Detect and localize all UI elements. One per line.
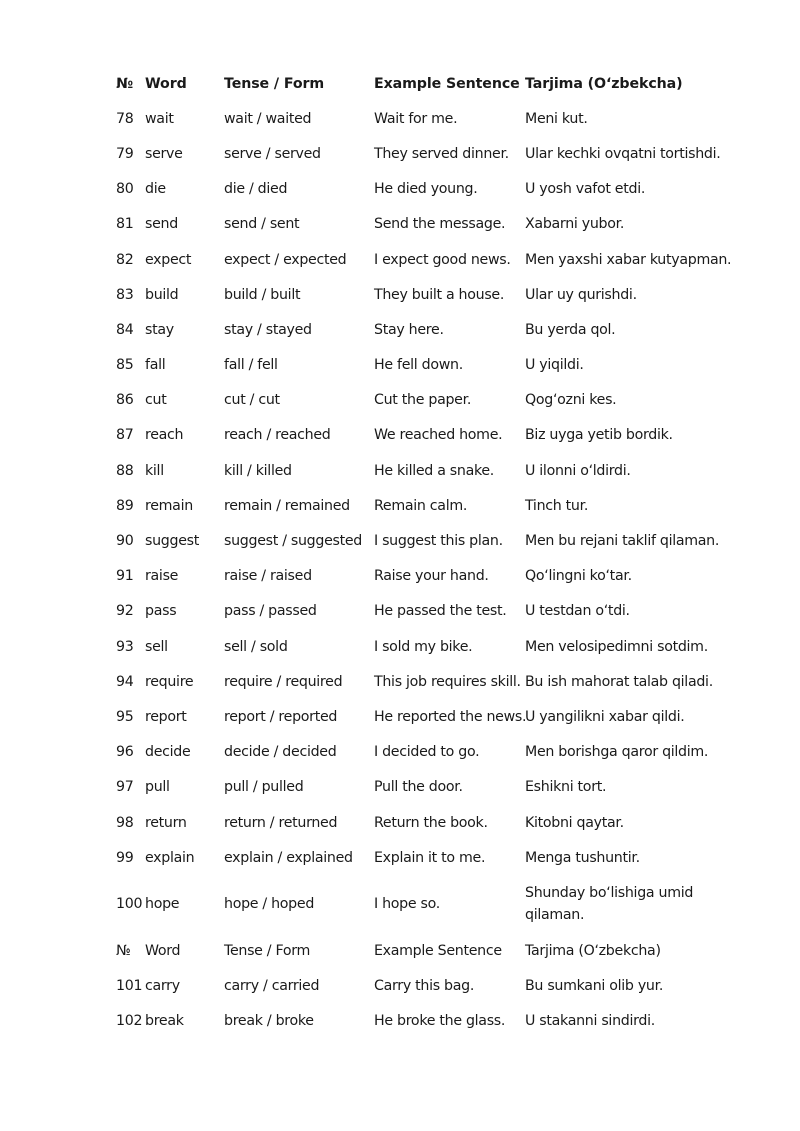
cell-example: He killed a snake. bbox=[374, 462, 495, 479]
cell-form: cut / cut bbox=[224, 392, 280, 409]
cell-num: 81 bbox=[116, 216, 134, 233]
cell-word: break bbox=[145, 1013, 184, 1030]
cell-form: return / returned bbox=[224, 814, 338, 831]
cell-word: send bbox=[145, 216, 178, 233]
cell-translation: Bu ish mahorat talab qiladi. bbox=[525, 673, 713, 690]
cell-translation: Men bu rejani taklif qilaman. bbox=[525, 533, 720, 550]
cell-word: kill bbox=[145, 462, 164, 479]
table-row bbox=[113, 488, 728, 523]
cell-translation: Eshikni tort. bbox=[525, 779, 607, 796]
cell-word: sell bbox=[145, 638, 168, 655]
cell-word: die bbox=[145, 181, 166, 198]
cell-num: 101 bbox=[116, 978, 143, 995]
header-form: Tense / Form bbox=[224, 75, 325, 92]
table-header-row bbox=[113, 66, 728, 101]
header-word: Word bbox=[145, 942, 181, 959]
cell-example: Pull the door. bbox=[374, 779, 463, 796]
cell-word: serve bbox=[145, 145, 183, 162]
cell-example: This job requires skill. bbox=[374, 673, 521, 690]
cell-form: send / sent bbox=[224, 216, 300, 233]
cell-translation: U testdan o‘tdi. bbox=[525, 603, 630, 620]
table-row bbox=[113, 277, 728, 312]
cell-example: Raise your hand. bbox=[374, 568, 489, 585]
table-row bbox=[113, 805, 728, 840]
cell-example: Send the message. bbox=[374, 216, 506, 233]
cell-example: Remain calm. bbox=[374, 497, 468, 514]
header-form: Tense / Form bbox=[224, 942, 311, 959]
cell-form: stay / stayed bbox=[224, 321, 312, 338]
table-row bbox=[113, 840, 728, 875]
cell-translation: Shunday bo‘lishiga umid qilaman. bbox=[525, 885, 694, 924]
cell-form: raise / raised bbox=[224, 568, 312, 585]
cell-translation: U yiqildi. bbox=[525, 357, 584, 374]
cell-form: require / required bbox=[224, 673, 343, 690]
cell-example: Stay here. bbox=[374, 321, 444, 338]
cell-form: fall / fell bbox=[224, 357, 278, 374]
cell-example: I expect good news. bbox=[374, 251, 511, 268]
cell-example: They served dinner. bbox=[374, 145, 509, 162]
cell-num: 88 bbox=[116, 462, 134, 479]
cell-num: 80 bbox=[116, 181, 134, 198]
cell-word: carry bbox=[145, 978, 180, 995]
table-row bbox=[113, 969, 728, 1004]
cell-example: He reported the news. bbox=[374, 708, 527, 725]
cell-form: die / died bbox=[224, 181, 288, 198]
cell-form: carry / carried bbox=[224, 978, 320, 995]
vocabulary-table bbox=[113, 66, 732, 1039]
cell-form: pass / passed bbox=[224, 603, 317, 620]
cell-num: 91 bbox=[116, 568, 134, 585]
cell-num: 90 bbox=[116, 533, 134, 550]
cell-form: report / reported bbox=[224, 708, 338, 725]
cell-num: 99 bbox=[116, 849, 134, 866]
cell-example: Explain it to me. bbox=[374, 849, 486, 866]
cell-num: 96 bbox=[116, 744, 134, 761]
table-row bbox=[113, 136, 728, 171]
cell-translation: Qo‘lingni ko‘tar. bbox=[525, 568, 632, 585]
header-translation: Tarjima (O‘zbekcha) bbox=[525, 942, 661, 959]
cell-translation: Meni kut. bbox=[525, 110, 588, 127]
cell-translation: U stakanni sindirdi. bbox=[525, 1013, 655, 1030]
header-example: Example Sentence bbox=[374, 75, 520, 92]
table-row bbox=[113, 1004, 728, 1039]
cell-example: I decided to go. bbox=[374, 744, 480, 761]
cell-num: 85 bbox=[116, 357, 134, 374]
table-row bbox=[113, 629, 728, 664]
cell-translation: Men velosipedimni sotdim. bbox=[525, 638, 708, 655]
table-row bbox=[113, 172, 728, 207]
cell-word: expect bbox=[145, 251, 192, 268]
cell-form: explain / explained bbox=[224, 849, 353, 866]
cell-num: 94 bbox=[116, 673, 134, 690]
cell-word: require bbox=[145, 673, 194, 690]
cell-word: hope bbox=[145, 896, 180, 913]
table-row bbox=[113, 453, 728, 488]
cell-word: build bbox=[145, 286, 179, 303]
cell-translation: Bu sumkani olib yur. bbox=[525, 978, 664, 995]
cell-translation: U yosh vafot etdi. bbox=[525, 181, 646, 198]
cell-num: 98 bbox=[116, 814, 134, 831]
cell-form: suggest / suggested bbox=[224, 533, 362, 550]
cell-num: 83 bbox=[116, 286, 134, 303]
cell-num: 102 bbox=[116, 1013, 143, 1030]
cell-word: reach bbox=[145, 427, 184, 444]
cell-word: stay bbox=[145, 321, 174, 338]
cell-translation: Kitobni qaytar. bbox=[525, 814, 624, 831]
cell-num: 100 bbox=[116, 896, 143, 913]
cell-example: I hope so. bbox=[374, 896, 440, 913]
cell-example: Wait for me. bbox=[374, 110, 458, 127]
cell-example: Return the book. bbox=[374, 814, 488, 831]
cell-example: We reached home. bbox=[374, 427, 503, 444]
cell-translation: Ular uy qurishdi. bbox=[525, 286, 637, 303]
cell-example: He passed the test. bbox=[374, 603, 507, 620]
cell-word: pass bbox=[145, 603, 177, 620]
cell-num: 93 bbox=[116, 638, 134, 655]
cell-translation: Men yaxshi xabar kutyapman. bbox=[525, 251, 732, 268]
table-row bbox=[113, 101, 728, 136]
cell-num: 95 bbox=[116, 708, 134, 725]
table-row bbox=[113, 523, 728, 558]
cell-form: break / broke bbox=[224, 1013, 314, 1030]
cell-form: wait / waited bbox=[224, 110, 312, 127]
cell-num: 82 bbox=[116, 251, 134, 268]
cell-num: 78 bbox=[116, 110, 134, 127]
header-word: Word bbox=[145, 75, 187, 92]
table-row bbox=[113, 207, 728, 242]
cell-word: cut bbox=[145, 392, 167, 409]
cell-num: 79 bbox=[116, 145, 134, 162]
cell-translation: Men borishga qaror qildim. bbox=[525, 744, 709, 761]
table-row bbox=[113, 348, 728, 383]
table-row bbox=[113, 383, 728, 418]
cell-form: serve / served bbox=[224, 145, 321, 162]
table-row bbox=[113, 312, 728, 347]
table-row bbox=[113, 418, 728, 453]
table-row bbox=[113, 735, 728, 770]
cell-example: He fell down. bbox=[374, 357, 463, 374]
table-row bbox=[113, 699, 728, 734]
table-row bbox=[113, 875, 728, 933]
cell-form: sell / sold bbox=[224, 638, 288, 655]
table-row bbox=[113, 770, 728, 805]
header-example: Example Sentence bbox=[374, 942, 502, 959]
cell-word: remain bbox=[145, 497, 193, 514]
table-row bbox=[113, 664, 728, 699]
cell-word: decide bbox=[145, 744, 191, 761]
cell-example: He died young. bbox=[374, 181, 478, 198]
cell-num: 86 bbox=[116, 392, 134, 409]
table-row bbox=[113, 242, 728, 277]
cell-word: explain bbox=[145, 849, 195, 866]
cell-form: hope / hoped bbox=[224, 896, 315, 913]
cell-form: pull / pulled bbox=[224, 779, 304, 796]
cell-word: report bbox=[145, 708, 187, 725]
cell-example: Carry this bag. bbox=[374, 978, 475, 995]
cell-word: suggest bbox=[145, 533, 199, 550]
cell-translation: U ilonni o‘ldirdi. bbox=[525, 462, 631, 479]
table-row bbox=[113, 594, 728, 629]
cell-translation: Menga tushuntir. bbox=[525, 849, 640, 866]
header-num: № bbox=[116, 75, 133, 92]
cell-form: remain / remained bbox=[224, 497, 350, 514]
cell-word: wait bbox=[145, 110, 174, 127]
header-translation: Tarjima (O‘zbekcha) bbox=[525, 75, 683, 92]
header-num: № bbox=[116, 942, 131, 959]
cell-word: pull bbox=[145, 779, 170, 796]
cell-word: fall bbox=[145, 357, 166, 374]
cell-form: expect / expected bbox=[224, 251, 347, 268]
table-header-row-repeat bbox=[113, 933, 728, 968]
cell-translation: U yangilikni xabar qildi. bbox=[525, 708, 685, 725]
cell-num: 84 bbox=[116, 321, 134, 338]
cell-num: 92 bbox=[116, 603, 134, 620]
cell-translation: Ular kechki ovqatni tortishdi. bbox=[525, 145, 721, 162]
cell-num: 89 bbox=[116, 497, 134, 514]
cell-example: I suggest this plan. bbox=[374, 533, 503, 550]
cell-word: raise bbox=[145, 568, 179, 585]
cell-form: decide / decided bbox=[224, 744, 337, 761]
cell-form: kill / killed bbox=[224, 462, 292, 479]
cell-example: They built a house. bbox=[374, 286, 505, 303]
cell-num: 97 bbox=[116, 779, 134, 796]
cell-translation: Qog‘ozni kes. bbox=[525, 392, 617, 409]
cell-form: build / built bbox=[224, 286, 301, 303]
cell-num: 87 bbox=[116, 427, 134, 444]
cell-translation: Xabarni yubor. bbox=[525, 216, 625, 233]
table-row bbox=[113, 559, 728, 594]
cell-example: He broke the glass. bbox=[374, 1013, 506, 1030]
cell-form: reach / reached bbox=[224, 427, 331, 444]
cell-example: I sold my bike. bbox=[374, 638, 473, 655]
cell-example: Cut the paper. bbox=[374, 392, 472, 409]
cell-word: return bbox=[145, 814, 187, 831]
cell-translation: Bu yerda qol. bbox=[525, 321, 616, 338]
cell-translation: Biz uyga yetib bordik. bbox=[525, 427, 673, 444]
cell-translation: Tinch tur. bbox=[525, 497, 589, 514]
